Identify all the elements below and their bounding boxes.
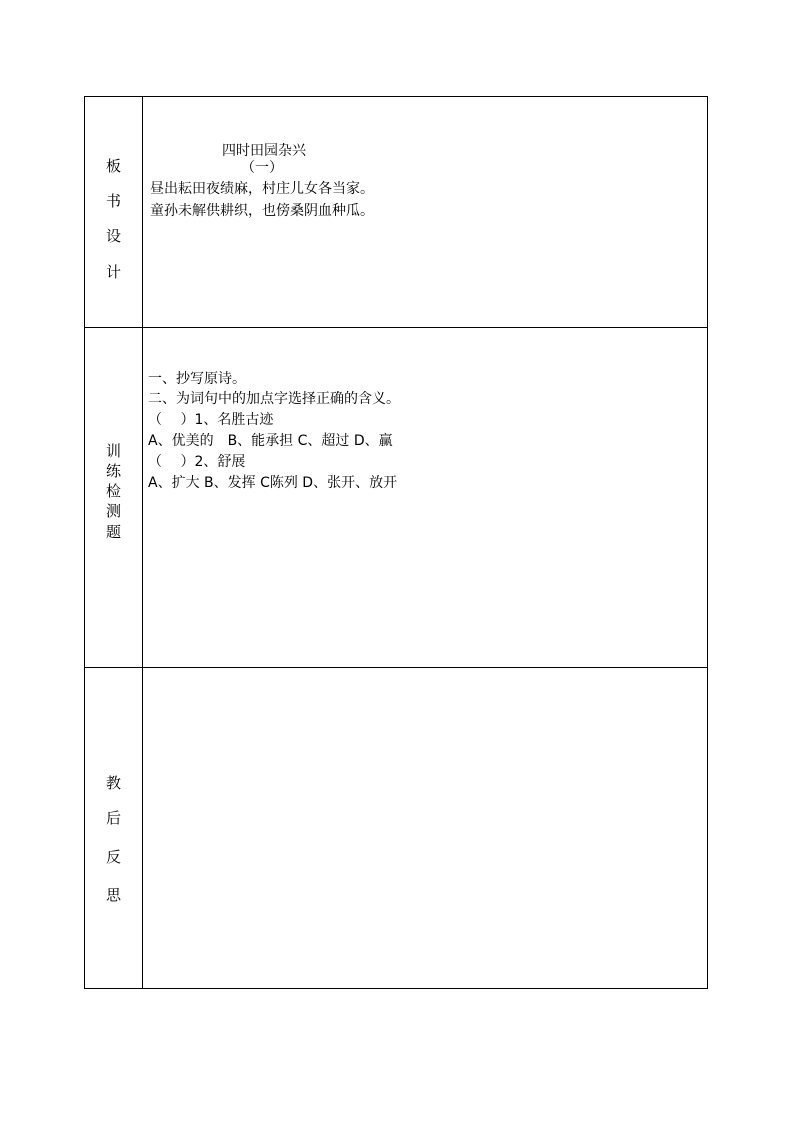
exercises-label-char: 测 — [105, 502, 121, 520]
board-design-label-char: 计 — [105, 263, 121, 281]
board-design-label-cell — [85, 97, 143, 327]
exercise-line: （ ）2、舒展 — [148, 454, 246, 470]
reflection-label-char: 后 — [105, 809, 121, 827]
reflection-label-cell — [85, 668, 143, 989]
exercises-row — [85, 328, 707, 668]
reflection-label-char: 反 — [105, 848, 121, 866]
reflection-row — [85, 668, 707, 989]
board-design-content — [143, 97, 707, 327]
exercises-label-cell — [85, 328, 143, 667]
exercises-label-char: 练 — [105, 462, 121, 480]
exercises-label-char: 检 — [105, 482, 121, 500]
reflection-label-char: 思 — [105, 886, 121, 904]
poem-subtitle: （一） — [241, 160, 283, 176]
exercises-label-char: 训 — [105, 442, 121, 460]
reflection-content — [143, 668, 707, 989]
exercise-line: 二、为词句中的加点字选择正确的含义。 — [148, 391, 400, 407]
board-design-label-char: 设 — [105, 227, 121, 245]
exercise-line: 一、抄写原诗。 — [148, 371, 246, 387]
exercises-content — [143, 328, 707, 667]
exercises-label-char: 题 — [105, 523, 121, 541]
poem-line: 童孙未解供耕织，也傍桑阴血种瓜。 — [150, 203, 374, 219]
reflection-label-char: 教 — [105, 774, 121, 792]
board-design-label-char: 板 — [105, 157, 121, 175]
poem-line: 昼出耘田夜绩麻，村庄儿女各当家。 — [150, 181, 374, 197]
exercise-line: A、优美的 B、能承担 C、超过 D、赢 — [148, 433, 393, 449]
lesson-plan-table — [84, 96, 708, 989]
board-design-label-char: 书 — [105, 192, 121, 210]
board-design-row — [85, 97, 707, 328]
poem-title: 四时田园杂兴 — [222, 143, 306, 159]
exercise-line: A、扩大 B、发挥 C陈列 D、张开、放开 — [148, 475, 398, 491]
exercise-line: （ ）1、名胜古迹 — [148, 412, 274, 428]
